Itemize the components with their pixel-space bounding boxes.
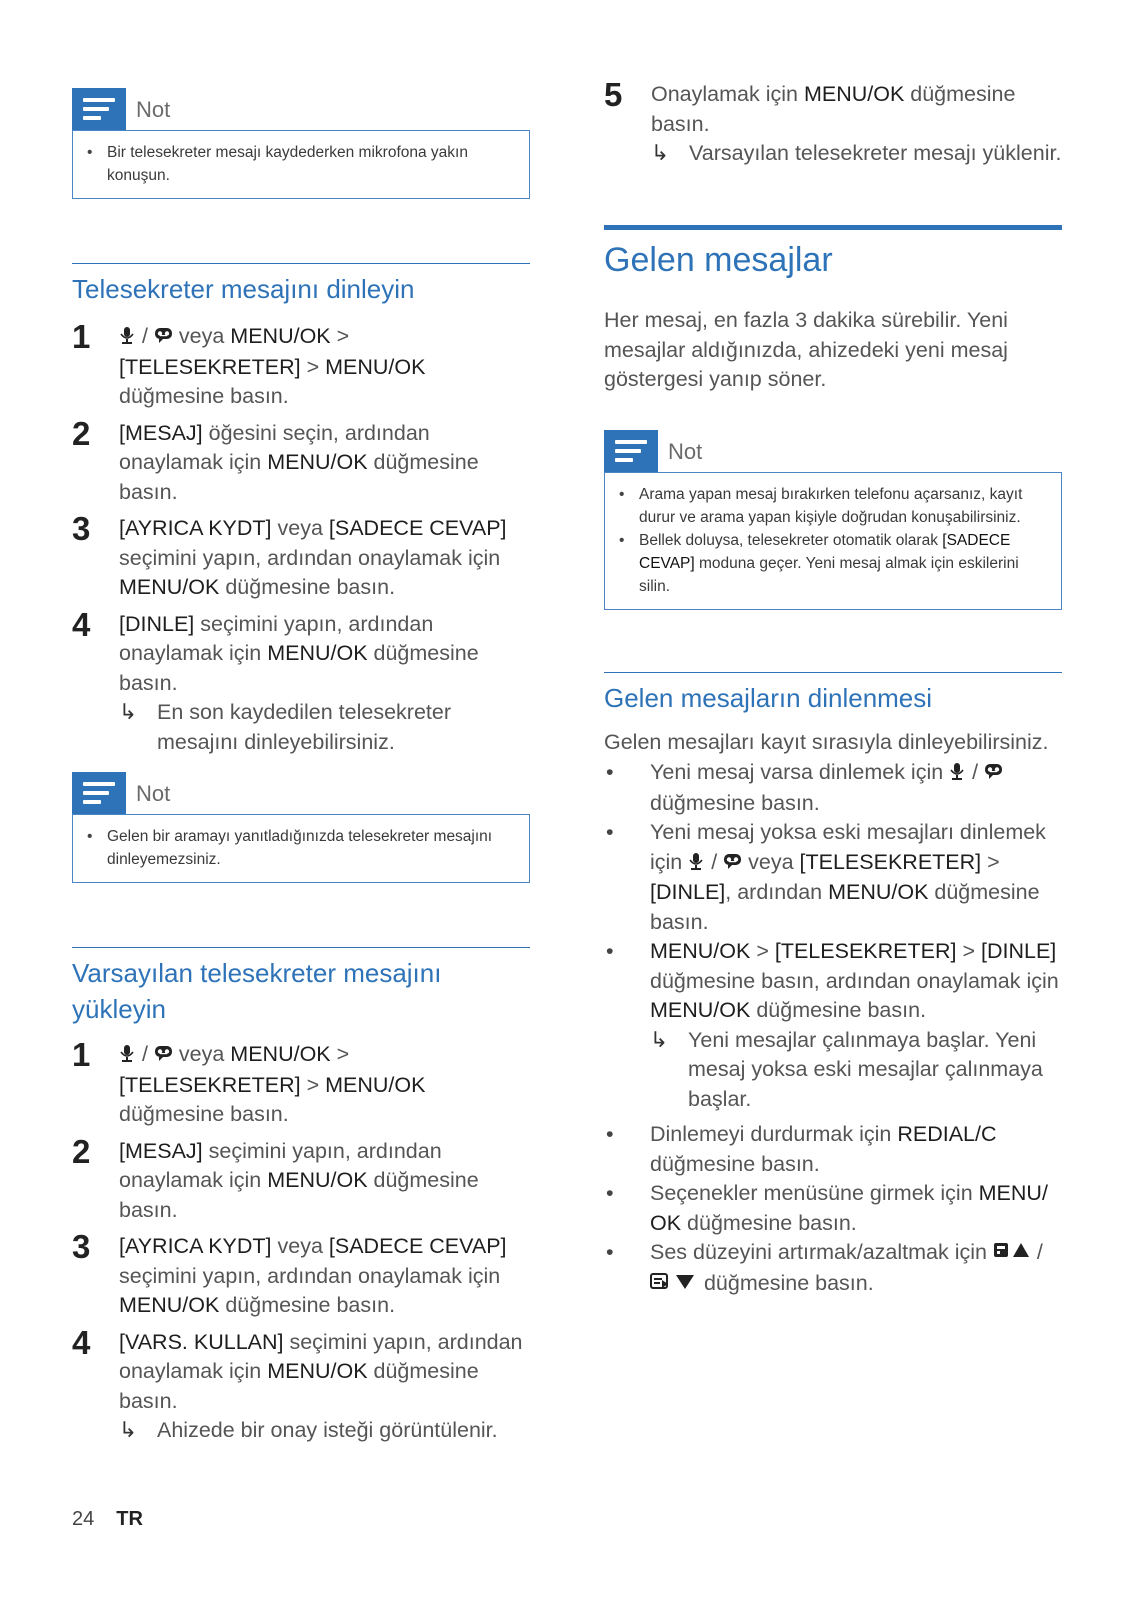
step: 4 [DINLE] seçimini yapın, ardından onaylamak için MENU/OK düğmesine basın. ↳ En son kaydedilen telesekreter mesajını dinleyebilirsiniz. — [72, 610, 530, 758]
voicemail-icon — [949, 759, 966, 789]
message-icon — [984, 759, 1003, 789]
note-icon — [72, 88, 126, 130]
list-item: • MENU/OK > [TELESEKRETER] > [DINLE] düğmesine basın, ardından onaylamak için MENU/OK düğmesine basın. ↳ Yeni mesajlar çalınmaya başlar. Yeni mesaj yoksa eski mesajlar çalınmaya başlar. — [604, 937, 1062, 1114]
volume-up-icon — [993, 1239, 1031, 1269]
step-number: 1 — [72, 1036, 91, 1073]
step-result: ↳ Varsayılan telesekreter mesajı yüklenir. — [651, 139, 1062, 169]
note-item: • Bir telesekreter mesajı kaydederken mikrofona yakın konuşun. — [87, 141, 515, 187]
list-item: • Yeni mesaj yoksa eski mesajları dinlemek için / veya [TELESEKRETER] > [DINLE], ardından MENU/OK düğmesine basın. — [606, 820, 1046, 934]
step: 4 [VARS. KULLAN] seçimini yapın, ardından onaylamak için MENU/OK düğmesine basın. ↳ Ahizede bir onay isteği görüntülenir. — [72, 1328, 530, 1446]
step: 2 [MESAJ] seçimini yapın, ardından onaylamak için MENU/OK düğmesine basın. — [72, 1132, 479, 1222]
step-result: ↳ Ahizede bir onay isteği görüntülenir. — [119, 1416, 530, 1446]
step-number: 3 — [72, 510, 91, 547]
step: 3 [AYRICA KYDT] veya [SADECE CEVAP] seçimini yapın, ardından onaylamak için MENU/OK düğmesine basın. — [72, 1228, 507, 1317]
note-item: • Bellek doluysa, telesekreter otomatik olarak [SADECE CEVAP] moduna geçer. Yeni mesaj almak için eskilerini silin. — [619, 529, 1047, 598]
page-footer — [72, 1508, 143, 1531]
section-intro: Gelen mesajları kayıt sırasıyla dinleyebilirsiniz. — [604, 730, 1049, 754]
note-title: Not — [136, 97, 171, 122]
list-item: • Seçenekler menüsüne girmek için MENU/ OK düğmesine basın. — [606, 1181, 1048, 1235]
result-arrow-icon: ↳ — [119, 1418, 138, 1442]
note-title: Not — [136, 781, 171, 806]
step-number: 3 — [72, 1228, 91, 1265]
steps-list — [72, 318, 530, 764]
note-box — [72, 88, 530, 199]
note-item: • Arama yapan mesaj bırakırken telefonu açarsanız, kayıt durur ve arama yapan kişiyle doğrudan konuşabilirsiniz. — [619, 483, 1047, 529]
voicemail-icon — [119, 1041, 136, 1071]
step-number: 2 — [72, 1132, 91, 1170]
step-number: 2 — [72, 414, 91, 452]
note-title: Not — [668, 439, 703, 464]
message-icon — [723, 849, 742, 879]
list-item: • Yeni mesaj varsa dinlemek için / düğmesine basın. — [604, 758, 1062, 818]
result-arrow-icon: ↳ — [119, 700, 138, 724]
section-heading: Gelen mesajların dinlenmesi — [604, 672, 1062, 716]
step: 1 / veya MENU/OK > [TELESEKRETER] > MENU/OK düğmesine basın. — [72, 318, 426, 408]
step: 2 [MESAJ] öğesini seçin, ardından onaylamak için MENU/OK düğmesine basın. — [72, 414, 479, 504]
note-item: • Gelen bir aramayı yanıtladığınızda telesekreter mesajını dinleyemezsiniz. — [87, 825, 515, 871]
steps-list — [72, 1036, 530, 1453]
note-box — [604, 430, 1062, 610]
step: 3 [AYRICA KYDT] veya [SADECE CEVAP] seçimini yapın, ardından onaylamak için MENU/OK düğmesine basın. — [72, 510, 507, 599]
message-icon — [154, 1041, 173, 1071]
list-item: • Ses düzeyini artırmak/azaltmak için / düğmesine basın. — [604, 1238, 1062, 1299]
result-arrow-icon: ↳ — [651, 141, 670, 165]
page-number: 24 — [72, 1508, 95, 1530]
step-number: 4 — [72, 1323, 91, 1361]
note-icon — [604, 430, 658, 472]
voicemail-icon — [119, 323, 136, 353]
section-heading: Varsayılan telesekreter mesajını yükleyin — [72, 947, 530, 1027]
language-code: TR — [116, 1508, 143, 1530]
step: 1 / veya MENU/OK > [TELESEKRETER] > MENU/OK düğmesine basın. — [72, 1036, 426, 1126]
note-box — [72, 772, 530, 883]
result-arrow-icon: ↳ — [650, 1027, 669, 1052]
step-number: 1 — [72, 318, 91, 355]
page-section-title: Gelen mesajlar — [604, 225, 1062, 282]
note-icon — [72, 772, 126, 814]
steps-list — [604, 76, 1062, 176]
voicemail-icon — [688, 849, 705, 879]
step-result: ↳ En son kaydedilen telesekreter mesajını dinleyebilirsiniz. — [119, 700, 452, 754]
step-result: ↳ Yeni mesajlar çalınmaya başlar. Yeni mesaj yoksa eski mesajlar çalınmaya başlar. — [650, 1027, 1043, 1111]
list-item: • Dinlemeyi durdurmak için REDIAL/C düğmesine basın. — [606, 1122, 997, 1176]
step-number: 5 — [604, 76, 623, 113]
section-heading: Telesekreter mesajını dinleyin — [72, 263, 530, 307]
bullet-list — [604, 758, 1062, 1299]
step: 5 Onaylamak için MENU/OK düğmesine basın. ↳ Varsayılan telesekreter mesajı yüklenir. — [604, 80, 1062, 169]
intro-paragraph: Her mesaj, en fazla 3 dakika sürebilir. Yeni mesajlar aldığınızda, ahizedeki yeni mesaj göstergesi yanıp söner. — [604, 308, 1008, 391]
message-icon — [154, 323, 173, 353]
volume-down-icon — [650, 1270, 698, 1300]
step-number: 4 — [72, 605, 91, 643]
